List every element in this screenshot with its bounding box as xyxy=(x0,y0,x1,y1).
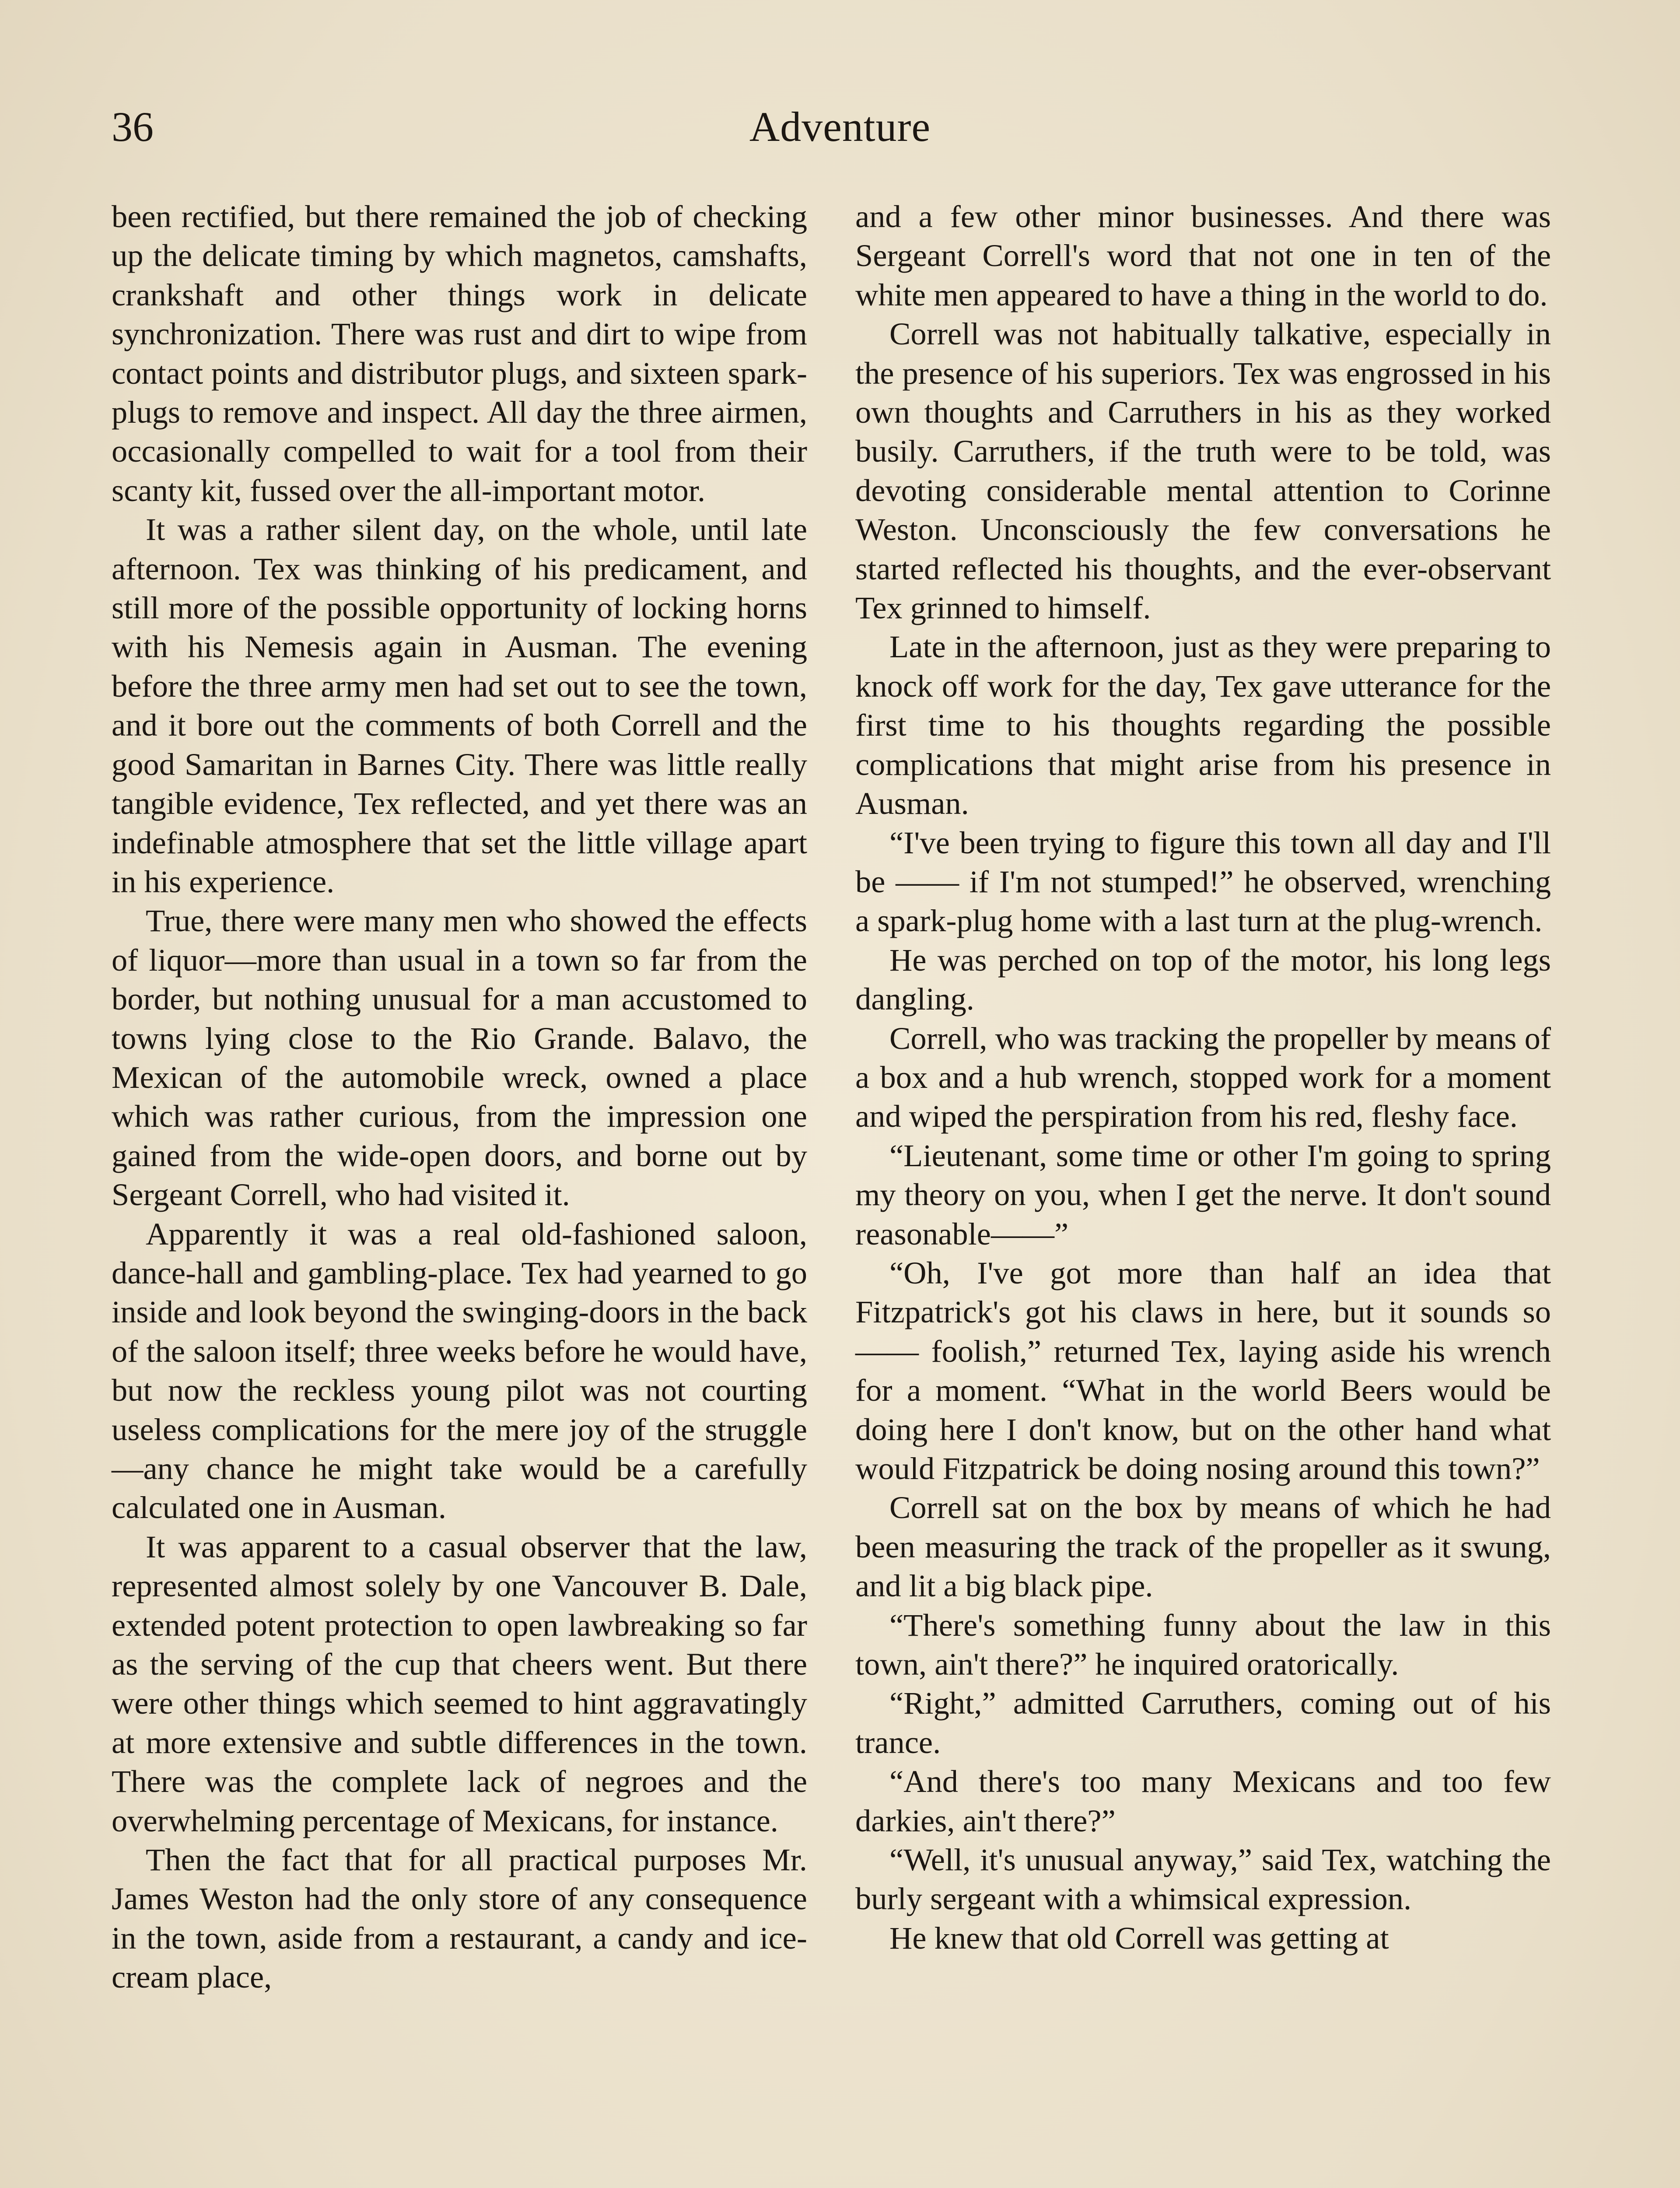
paragraph: Late in the afternoon, just as they were preparing to knock off work for the day, Tex gave utterance for the first time to his thoughts regarding the possible complications that might arise from his presence in Ausman. xyxy=(855,629,1551,821)
paragraph: “Lieutenant, some time or other I'm going to spring my theory on you, when I get the nerve. It don't sound reasonable——” xyxy=(855,1137,1551,1252)
page-header xyxy=(112,101,1568,166)
paragraph: Apparently it was a real old-fashioned saloon, dance-hall and gambling-place. Tex had yearned to go inside and look beyond the swinging-doors in the back of the saloon itself; three weeks before he would have, but now the reckless young pilot was not courting useless complications for the mere joy of the struggle—any chance he might take would be a carefully calculated one in Ausman. xyxy=(112,1216,807,1525)
paragraph: True, there were many men who showed the effects of liquor—more than usual in a town so far from the border, but nothing unusual for a man accustomed to towns lying close to the Rio Grande. Balavo, the Mexican of the automobile wreck, owned a place which was rather curious, from the impression one gained from the wide-open doors, and borne out by Sergeant Correll, who had visited it. xyxy=(112,903,807,1213)
paragraph: He knew that old Correll was getting at xyxy=(889,1920,1389,1956)
paragraph: It was apparent to a casual observer that the law, represented almost solely by one Vancouver B. Dale, extended potent protection to open lawbreaking so far as the serving of the cup that cheers went. But there were other things which seemed to hint aggravatingly at more extensive and subtle differences in the town. There was the complete lack of negroes and the overwhelming percentage of Mexicans, for instance. xyxy=(112,1529,807,1838)
paragraph: “Oh, I've got more than half an idea that Fitzpatrick's got his claws in here, but it sounds so —— foolish,” returned Tex, laying aside his wrench for a moment. “What in the world Beers would be doing here I don't know, but on the other hand what would Fitzpatrick be doing nosing around this town?” xyxy=(855,1255,1551,1486)
paragraph: He was perched on top of the motor, his long legs dangling. xyxy=(855,942,1551,1017)
paragraph: It was a rather silent day, on the whole, until late afternoon. Tex was thinking of his predicament, and still more of the possible opportunity of locking horns with his Nemesis again in Ausman. The evening before the three army men had set out to see the town, and it bore out the comments of both Correll and the good Samaritan in Barnes City. There was little really tangible evidence, Tex reflected, and yet there was an indefinable atmosphere that set the little village apart in his experience. xyxy=(112,512,807,899)
paragraph: been rectified, but there remained the job of checking up the delicate timing by which magnetos, camshafts, crankshaft and other things work in delicate synchronization. There was rust and dirt to wipe from contact points and distributor plugs, and sixteen spark-plugs to remove and inspect. All day the three airmen, occasionally compelled to wait for a tool from their scanty kit, fussed over the all-important motor. xyxy=(112,199,807,508)
paragraph: “There's something funny about the law in this town, ain't there?” he inquired oratorically. xyxy=(855,1607,1551,1682)
paragraph: “Well, it's unusual anyway,” said Tex, watching the burly sergeant with a whimsical expression. xyxy=(855,1842,1551,1917)
left-column xyxy=(112,197,807,1997)
running-title: Adventure xyxy=(749,103,931,150)
paragraph: “Right,” admitted Carruthers, coming out of his trance. xyxy=(855,1685,1551,1760)
paragraph: and a few other minor businesses. And there was Sergeant Correll's word that not one in ten of the white men appeared to have a thing in the world to do. xyxy=(855,199,1551,312)
paragraph: “And there's too many Mexicans and too few darkies, ain't there?” xyxy=(855,1764,1551,1838)
paragraph: Then the fact that for all practical purposes Mr. James Weston had the only store of any consequence in the town, aside from a restaurant, a candy and ice-cream place, xyxy=(112,1842,807,1995)
paragraph: Correll, who was tracking the propeller by means of a box and a hub wrench, stopped work for a moment and wiped the perspiration from his red, fleshy face. xyxy=(855,1020,1551,1134)
page-number: 36 xyxy=(112,103,154,150)
paragraph: Correll sat on the box by means of which he had been measuring the track of the propeller as it swung, and lit a big black pipe. xyxy=(855,1490,1551,1604)
paragraph: Correll was not habitually talkative, especially in the presence of his superiors. Tex was engrossed in his own thoughts and Carruthers in his as they worked busily. Carruthers, if the truth were to be told, was devoting considerable mental attention to Corinne Weston. Unconsciously the few conversations he started reflected his thoughts, and the ever-observant Tex grinned to himself. xyxy=(855,316,1551,626)
right-column xyxy=(855,197,1551,1957)
paragraph: “I've been trying to figure this town all day and I'll be —— if I'm not stumped!” he observed, wrenching a spark-plug home with a last turn at the plug-wrench. xyxy=(855,824,1551,939)
